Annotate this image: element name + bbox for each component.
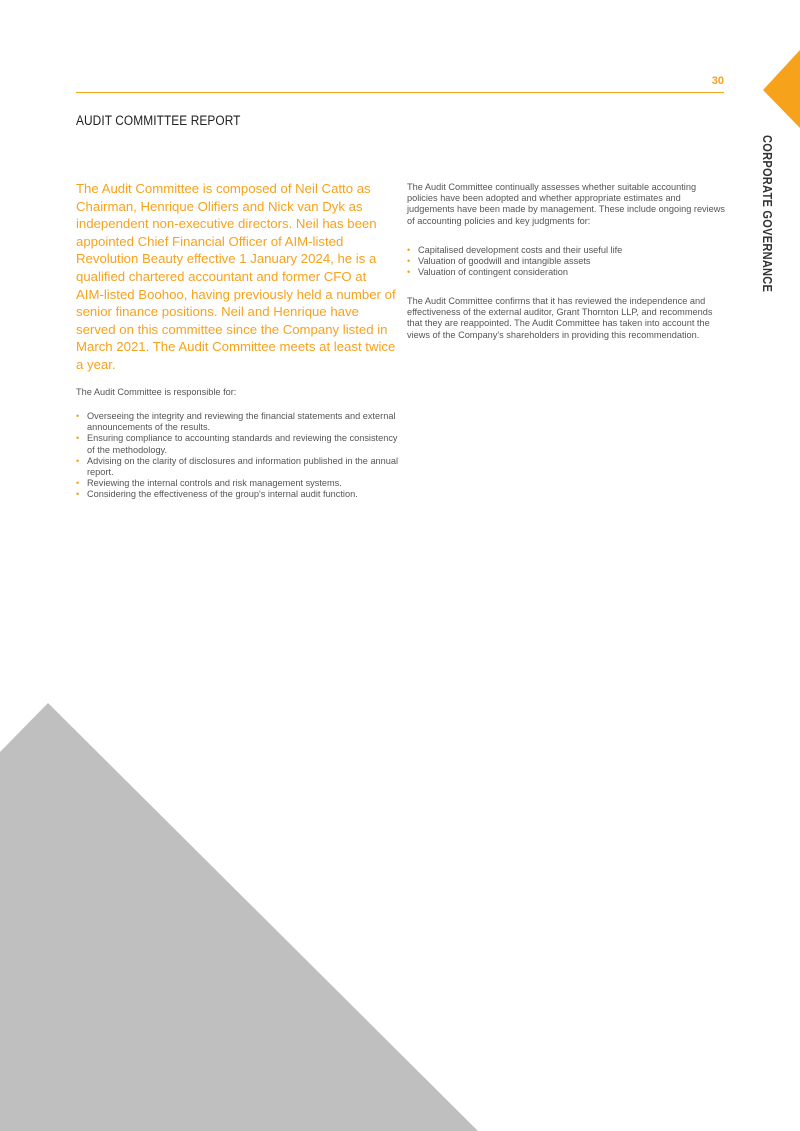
responsibilities-intro: The Audit Committee is responsible for:: [76, 387, 237, 397]
list-item: [76, 456, 406, 478]
gray-triangle-shape: [0, 703, 478, 1131]
list-item: [407, 245, 727, 256]
list-item: [407, 256, 727, 267]
bullet-icon: •: [76, 489, 80, 500]
bullet-icon: •: [76, 411, 80, 421]
list-item: [76, 478, 406, 489]
bullet-icon: •: [407, 256, 411, 267]
list-item: [76, 411, 406, 433]
bullet-icon: •: [76, 433, 80, 444]
bullet-icon: •: [76, 478, 80, 489]
list-item-text: Reviewing the internal controls and risk management systems.: [87, 478, 342, 489]
list-item-text: Advising on the clarity of disclosures and information published in the annual report.: [87, 455, 399, 478]
policies-paragraph: The Audit Committee continually assesses whether suitable accounting policies have been adopted and whether appropriate estimates and judgements have been made by management. These include ongoing reviews of accounting policies and key judgments for:: [407, 182, 726, 226]
list-item-text: Valuation of contingent consideration: [418, 267, 568, 278]
list-item-text: Ensuring compliance to accounting standards and reviewing the consistency of the methodology.: [87, 433, 398, 455]
list-item: [407, 267, 727, 278]
bullet-icon: •: [407, 245, 411, 255]
bullet-icon: •: [407, 267, 411, 278]
lead-paragraph: The Audit Committee is composed of Neil Catto as Chairman, Henrique Olifiers and Nick van Dyk as independent non-executive directors. Neil has been appointed Chief Financial Officer of AIM-listed Revolution Beauty effective 1 January 2024, he is a qualified chartered accountant and former CFO at AIM-listed Boohoo, having previously held a number of senior finance positions. Neil and Henrique have served on this committee since the Company listed in March 2021. The Audit Committee meets at least twice a year.: [76, 181, 396, 372]
header-rule: [76, 92, 724, 93]
list-item-text: Valuation of goodwill and intangible assets: [418, 256, 591, 267]
section-label: CORPORATE GOVERNANCE: [760, 135, 775, 293]
list-item-text: Considering the effectiveness of the group's internal audit function.: [87, 489, 358, 500]
judgments-list: [407, 245, 727, 279]
responsibilities-list: [76, 411, 406, 501]
auditor-paragraph: The Audit Committee confirms that it has reviewed the independence and effectiveness of the external auditor, Grant Thornton LLP, and recommends that they are reappointed. The Audit Committee has taken into account the views of the Company's shareholders in providing this recommendation.: [407, 296, 713, 340]
list-item-text: Overseeing the integrity and reviewing the financial statements and external announcements of the results.: [87, 411, 396, 433]
list-item: [76, 489, 406, 500]
list-item: [76, 433, 406, 455]
page-title: AUDIT COMMITTEE REPORT: [76, 113, 241, 128]
bullet-icon: •: [76, 455, 80, 466]
list-item-text: Capitalised development costs and their useful life: [418, 245, 623, 255]
page-number: 30: [711, 75, 724, 87]
orange-corner-triangle: [763, 50, 800, 128]
